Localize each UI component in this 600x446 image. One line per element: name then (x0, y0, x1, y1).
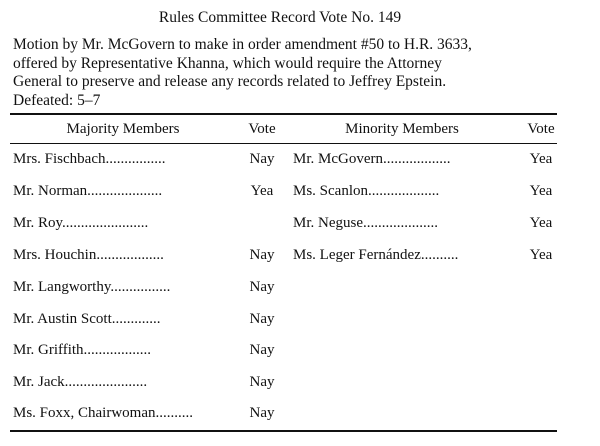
majority-row (13, 215, 293, 235)
member-vote: Nay (249, 311, 275, 327)
member-name: Mr. Neguse.................... (293, 215, 438, 231)
member-vote: Yea (529, 183, 553, 199)
member-name: Mr. Langworthy................ (13, 279, 171, 295)
majority-row (13, 374, 293, 394)
member-vote: Yea (529, 247, 553, 263)
minority-row (293, 247, 573, 267)
minority-row (293, 215, 573, 235)
member-name: Ms. Foxx, Chairwoman.......... (13, 405, 193, 421)
member-name: Mr. Norman.................... (13, 183, 163, 199)
member-vote: Nay (249, 374, 275, 390)
member-name: Mr. Jack...................... (13, 374, 148, 390)
majority-row (13, 311, 293, 331)
member-vote: Nay (249, 405, 275, 421)
member-name: Mr. Griffith.................. (13, 342, 152, 358)
motion-line: General to preserve and release any records related to Jeffrey Epstein. (13, 73, 447, 90)
member-name: Mr. McGovern.................. (293, 151, 451, 167)
member-name: Mrs. Houchin.................. (13, 247, 164, 263)
motion-result: Defeated: 5–7 (13, 91, 101, 109)
majority-row (13, 279, 293, 299)
header-majority-vote: Vote (248, 121, 276, 137)
majority-row (13, 183, 293, 203)
member-name: Mr. Roy....................... (13, 215, 149, 231)
motion-line: Motion by Mr. McGovern to make in order amendment #50 to H.R. 3633, (13, 36, 472, 53)
member-vote: Yea (250, 183, 274, 199)
member-name: Mrs. Fischbach................ (13, 151, 166, 167)
minority-row (293, 151, 573, 171)
table-bottom-rule (10, 430, 557, 432)
header-majority-members: Majority Members (66, 121, 180, 137)
majority-row (13, 151, 293, 171)
member-name: Mr. Austin Scott............. (13, 311, 161, 327)
member-vote: Nay (249, 247, 275, 263)
member-name: Ms. Leger Fernández.......... (293, 247, 459, 263)
member-vote: Yea (529, 151, 553, 167)
majority-row (13, 405, 293, 425)
header-minority-vote: Vote (527, 121, 555, 137)
member-vote: Nay (249, 279, 275, 295)
member-vote: Nay (249, 342, 275, 358)
record-vote-title: Rules Committee Record Vote No. 149 (158, 9, 402, 26)
member-vote: Nay (249, 151, 275, 167)
minority-row (293, 183, 573, 203)
majority-row (13, 342, 293, 362)
member-vote: Yea (529, 215, 553, 231)
majority-row (13, 247, 293, 267)
header-minority-members: Minority Members (345, 121, 459, 137)
motion-line: offered by Representative Khanna, which would require the Attorney (13, 54, 442, 72)
member-name: Ms. Scanlon................... (293, 183, 440, 199)
